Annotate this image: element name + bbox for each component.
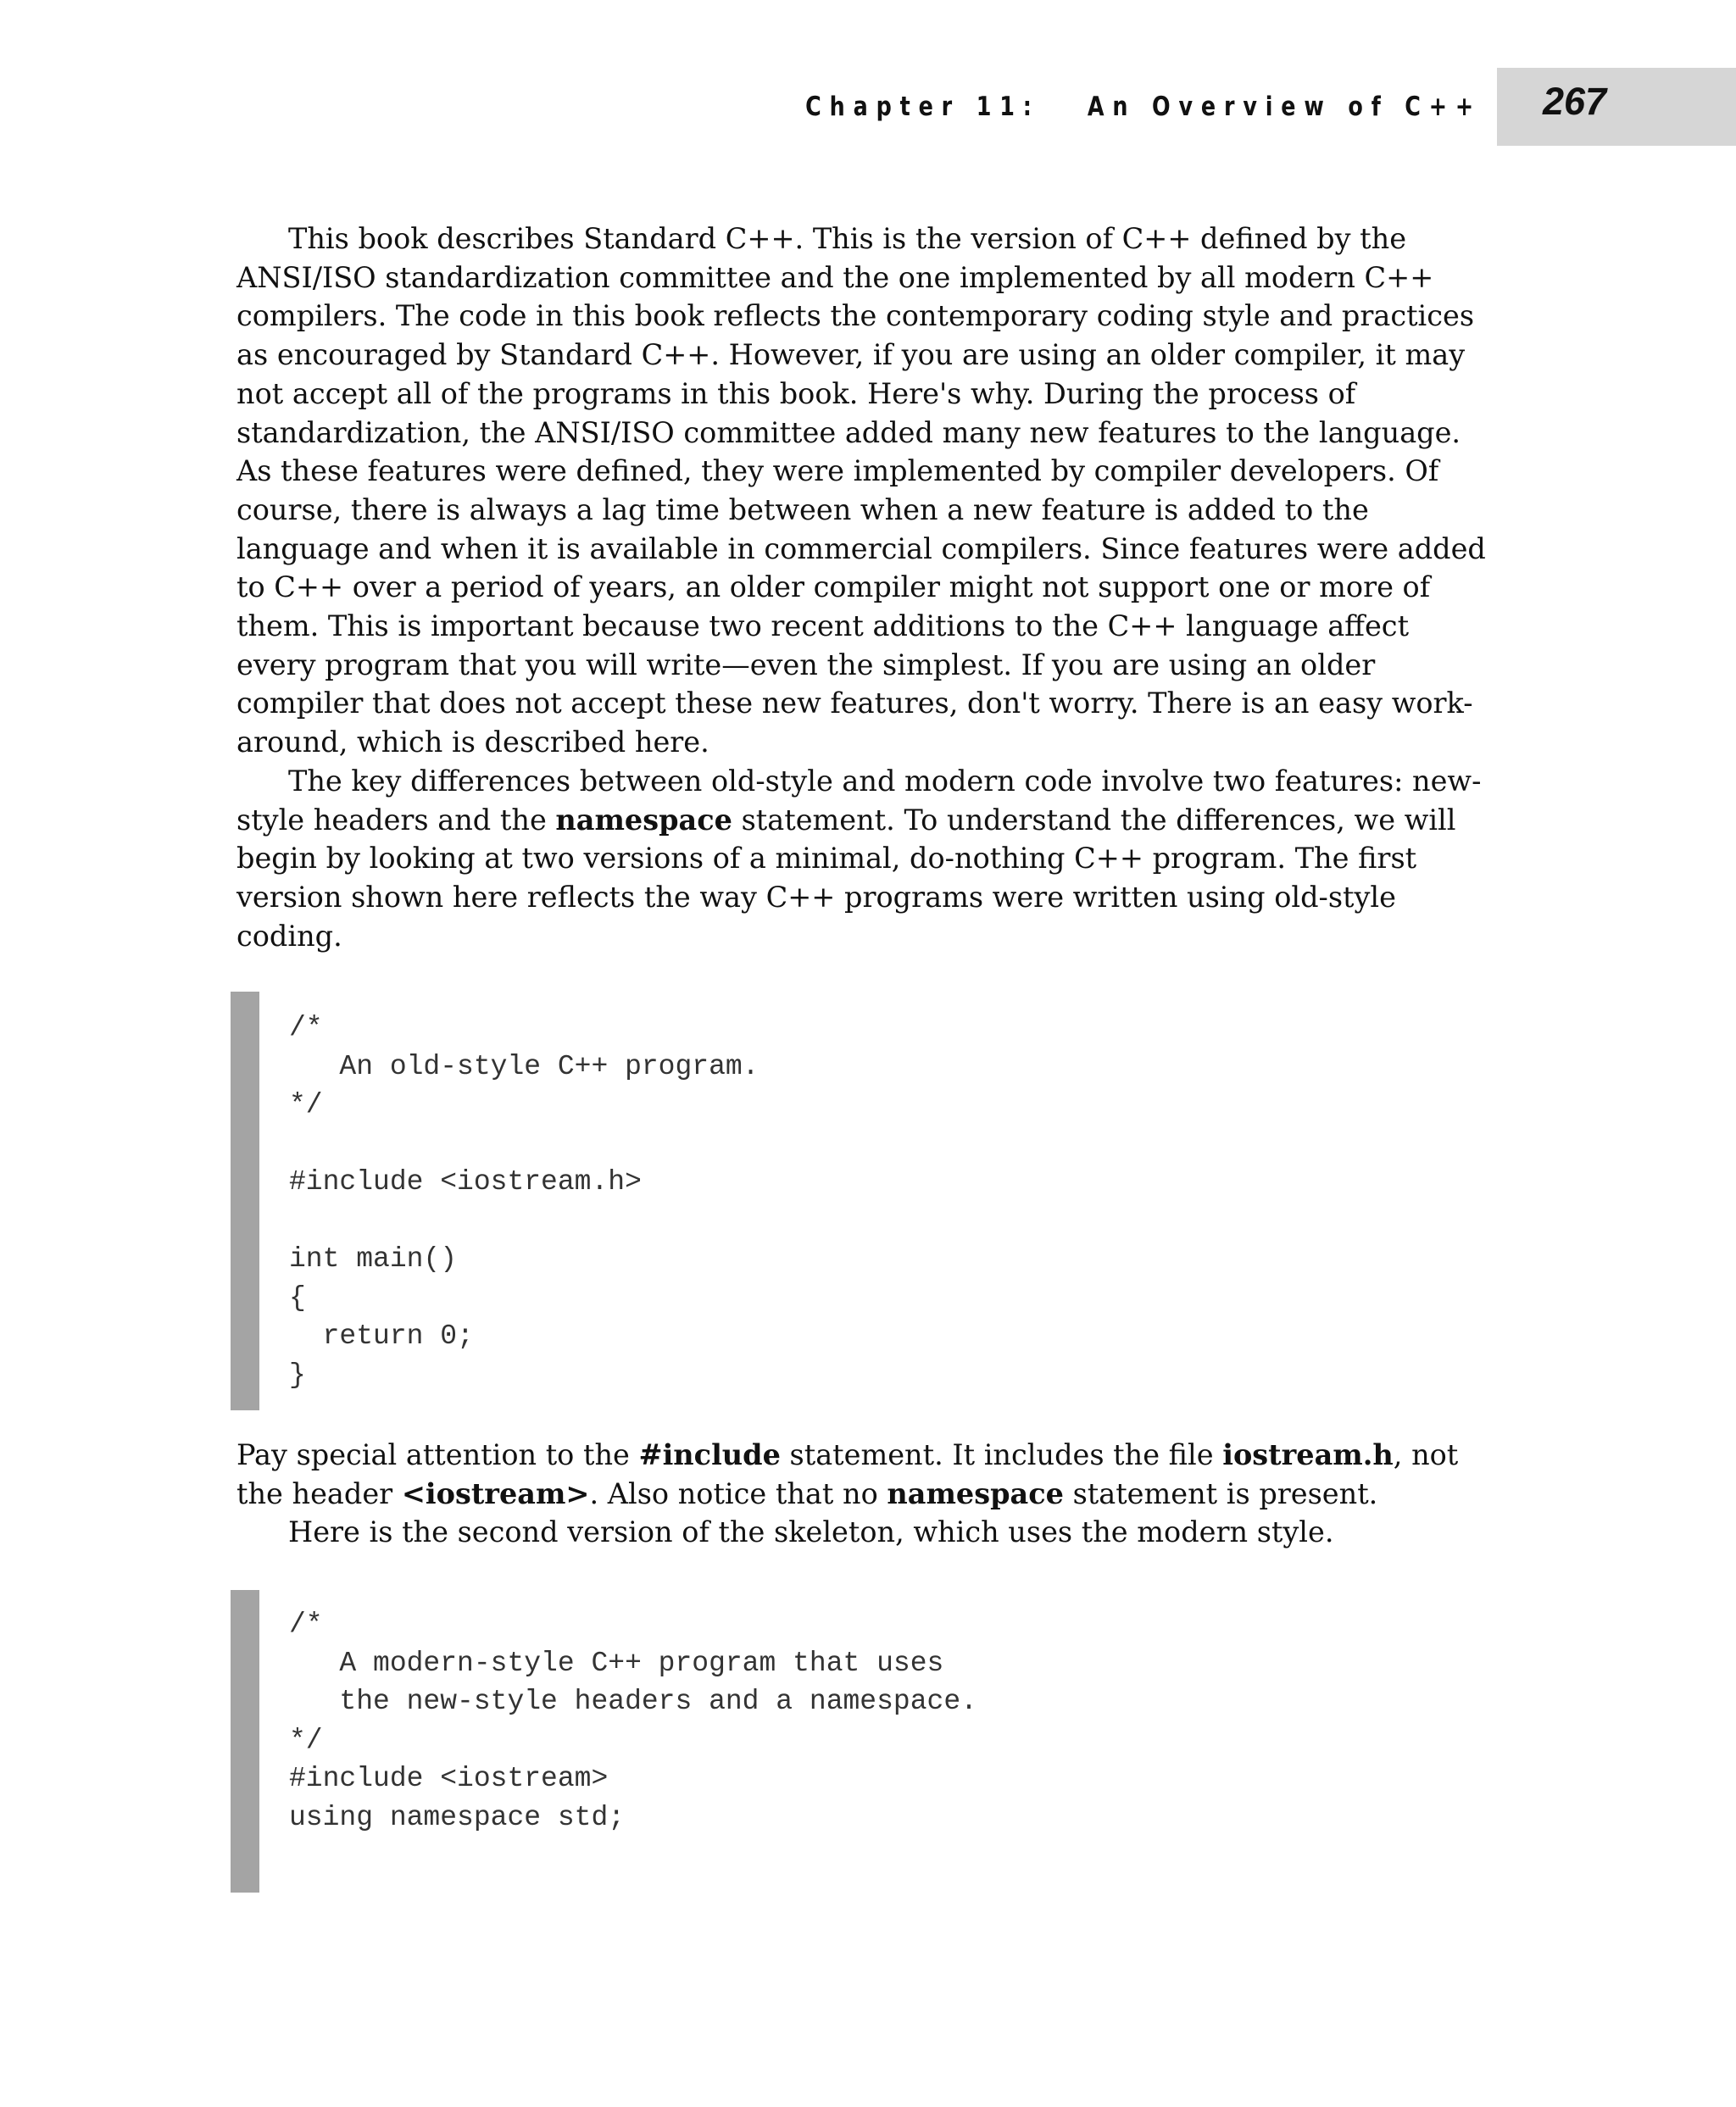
code-listing-old-style	[231, 992, 1502, 1410]
page-number-box	[1497, 68, 1736, 146]
code-listing-modern-style	[231, 1590, 1502, 1893]
keyword-namespace: namespace	[555, 803, 732, 837]
middle-text	[236, 1436, 1491, 1552]
paragraph-second-version: Here is the second version of the skeleton, which uses the modern style.	[288, 1515, 1334, 1549]
text-run: statement. To understand the differences, we will begin by looking at two versions of a minimal, do-nothing C++ program. The first version shown here reflects the way C++ programs were written using old-style coding.	[236, 803, 1456, 953]
keyword-include: #include	[638, 1438, 781, 1471]
text-run: . Also notice that no	[589, 1476, 887, 1510]
intro-text	[236, 220, 1491, 955]
chapter-title: Chapter 11: An Overview of C++	[805, 92, 1482, 122]
page-number: 267	[1543, 80, 1607, 123]
text-run: statement is present.	[1063, 1476, 1378, 1510]
code-margin-bar	[231, 1590, 259, 1893]
text-run: Pay special attention to the	[236, 1438, 639, 1471]
code-margin-bar	[231, 992, 259, 1410]
paragraph-standard-cpp: This book describes Standard C++. This is the version of C++ defined by the ANSI/ISO standardization committee and the one implemented by all modern C++ compilers. The code in this book reflects the contemporary coding style and practices as encouraged by Standard C++. However, if you are using an older compiler, it may not accept all of the programs in this book. Here's why. During the process of standardization, the ANSI/ISO committee added many new features to the language. As these features were defined, they were implemented by compiler developers. Of course, there is always a lag time between when a new feature is added to the language and when it is available in commercial compilers. Since features were added to C++ over a period of years, an older compiler might not support one or more of them. This is important because two recent additions to the C++ language affect every program that you will write—even the simplest. If you are using an older compiler that does not accept these new features, don't worry. There is an easy work-around, which is described here.	[236, 222, 1486, 759]
keyword-namespace: namespace	[887, 1476, 1064, 1510]
text-run: , not the header	[236, 1438, 1459, 1510]
paragraph-include-note	[236, 1436, 1491, 1513]
running-head	[0, 68, 1736, 146]
paragraph-key-differences	[236, 762, 1491, 956]
code-text: /* A modern-style C++ program that uses the new-style headers and a namespace. */ #include <iostream> using namespace std;	[289, 1609, 977, 1833]
keyword-iostream: <iostream>	[401, 1476, 590, 1510]
text-run: statement. It includes the file	[780, 1438, 1223, 1471]
text-run: The key differences between old-style and modern code involve two features: new-style headers and the	[236, 764, 1482, 837]
code-text: /* An old-style C++ program. */ #include <iostream.h> int main() { return 0; }	[289, 1012, 760, 1391]
keyword-iostream-h: iostream.h	[1222, 1438, 1394, 1471]
